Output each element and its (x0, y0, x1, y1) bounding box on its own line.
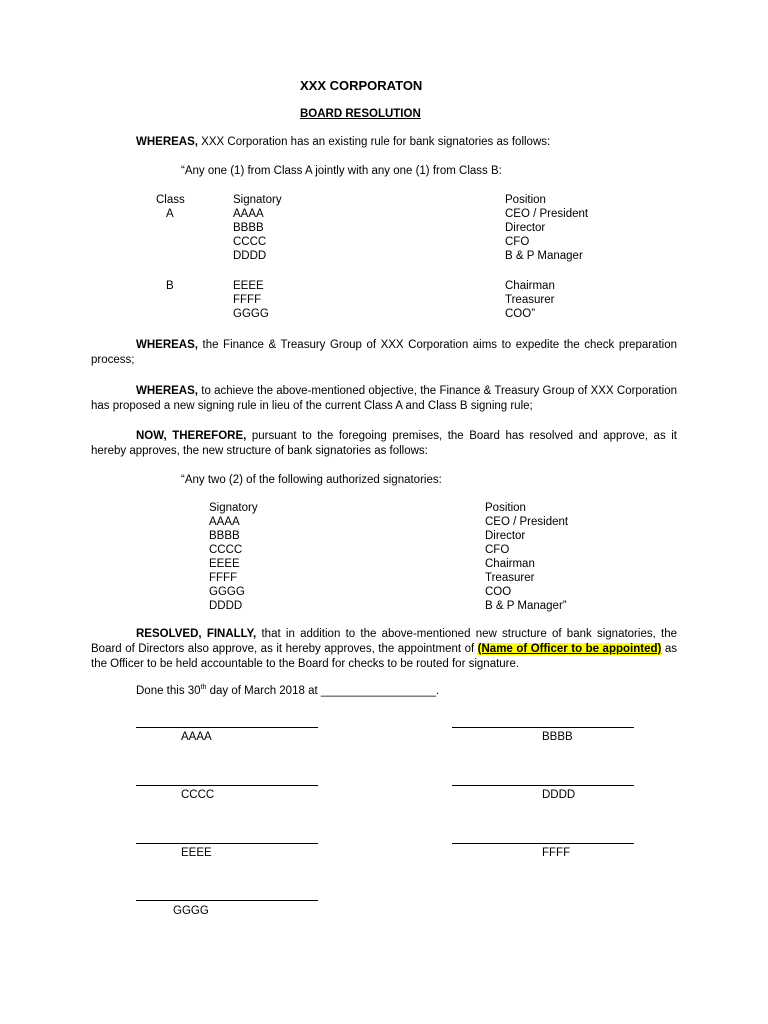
table-cell-signatory: AAAA (233, 208, 264, 220)
quote-any-two: “Any two (2) of the following authorized signatories: (181, 474, 442, 486)
table-cell-signatory: CCCC (233, 236, 267, 248)
table-cell-position: COO” (505, 308, 536, 320)
table-cell-signatory: BBBB (209, 530, 240, 542)
signature-line (136, 843, 318, 844)
table-cell-position: B & P Manager (505, 250, 583, 262)
table-cell-position: B & P Manager” (485, 600, 567, 612)
signature-name: GGGG (173, 905, 209, 917)
whereas-label: WHEREAS, (136, 385, 198, 397)
signature-name: EEEE (181, 847, 212, 859)
officer-name-placeholder: (Name of Officer to be appointed) (477, 643, 662, 655)
table-cell-position: CFO (505, 236, 530, 248)
now-therefore-text: pursuant to the foregoing premises, the Board has resolved and approve, as it hereby approves, the new structure of bank signatories as follows: (91, 430, 677, 457)
resolved-text-end: as the Officer to be held accountable to the Board for checks to be routed for signature. (91, 643, 677, 670)
table-cell-signatory: EEEE (233, 280, 264, 292)
whereas-text: XXX Corporation has an existing rule for bank signatories as follows: (197, 136, 551, 148)
table-cell-class: B (166, 280, 174, 292)
table-cell-class: A (166, 208, 174, 220)
document-subtitle: BOARD RESOLUTION (300, 108, 421, 120)
whereas-text: the Finance & Treasury Group of XXX Corporation aims to expedite the check preparation process; (91, 339, 677, 366)
signature-line (136, 785, 318, 786)
table-cell-signatory: DDDD (233, 250, 267, 262)
signature-name: BBBB (542, 731, 573, 743)
done-this-line (136, 685, 439, 697)
table-cell-signatory: BBBB (233, 222, 264, 234)
resolved-paragraph (91, 627, 677, 672)
table-cell-position: COO (485, 586, 512, 598)
table-cell-position: Chairman (505, 280, 555, 292)
table-cell-signatory: GGGG (233, 308, 269, 320)
whereas-text: to achieve the above-mentioned objective, the Finance & Treasury Group of XXX Corporation has proposed a new signing rule in lieu of the current Class A and Class B signing rule; (91, 385, 677, 412)
table-cell-signatory: FFFF (233, 294, 262, 306)
table-cell-signatory: DDDD (209, 600, 243, 612)
done-date-text: Done this 30 (136, 685, 201, 697)
table-cell-position: CEO / President (505, 208, 589, 220)
table-header-class: Class (156, 194, 185, 206)
table-header-signatory: Signatory (233, 194, 282, 206)
table-cell-position: CEO / President (485, 516, 569, 528)
table-cell-position: Director (485, 530, 526, 542)
signature-line (452, 727, 634, 728)
signature-name: FFFF (542, 847, 571, 859)
whereas-objective-paragraph (91, 384, 677, 414)
resolved-label: RESOLVED, FINALLY, (136, 628, 257, 640)
signature-name: DDDD (542, 789, 576, 801)
table-cell-position: Treasurer (505, 294, 555, 306)
whereas-existing-rule (136, 136, 550, 148)
quote-class-rule: “Any one (1) from Class A jointly with any one (1) from Class B: (181, 165, 502, 177)
signature-name: CCCC (181, 789, 215, 801)
table-cell-signatory: AAAA (209, 516, 240, 528)
signature-name: AAAA (181, 731, 212, 743)
whereas-label: WHEREAS, (136, 136, 198, 148)
table-cell-position: Treasurer (485, 572, 535, 584)
now-therefore-label: NOW, THEREFORE, (136, 430, 247, 442)
table-cell-signatory: EEEE (209, 558, 240, 570)
table-cell-signatory: FFFF (209, 572, 238, 584)
table-cell-position: Chairman (485, 558, 535, 570)
document-title: XXX CORPORATON (300, 78, 423, 93)
done-place-text: day of March 2018 at __________________. (206, 685, 440, 697)
date-ordinal-suffix: th (200, 684, 207, 692)
table-header-position: Position (485, 502, 526, 514)
table-cell-position: Director (505, 222, 546, 234)
signature-line (136, 727, 318, 728)
table-cell-signatory: GGGG (209, 586, 245, 598)
table-header-signatory: Signatory (209, 502, 258, 514)
table-cell-signatory: CCCC (209, 544, 243, 556)
now-therefore-paragraph (91, 429, 677, 459)
signature-line (136, 900, 318, 901)
signature-line (452, 843, 634, 844)
table-header-position: Position (505, 194, 546, 206)
whereas-expedite-paragraph (91, 338, 677, 368)
resolved-text: that in addition to the above-mentioned new structure of bank signatories, the Board of Directors also approve, as it hereby approves, the appointment of (91, 628, 677, 655)
signature-line (452, 785, 634, 786)
whereas-label: WHEREAS, (136, 339, 198, 351)
table-cell-position: CFO (485, 544, 510, 556)
